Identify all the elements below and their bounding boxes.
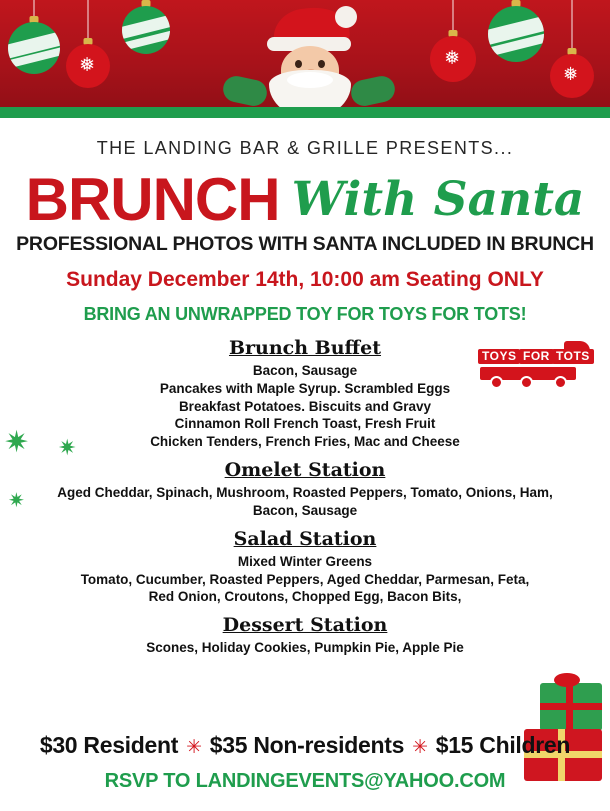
station-title-salad-station: Salad Station (233, 527, 377, 550)
ornament-string (87, 0, 89, 40)
ornament-green-1 (8, 0, 60, 86)
price-non-resident: $35 Non-residents (209, 732, 405, 758)
starburst-icon: ✷ (58, 436, 77, 461)
ornament-red-2 (430, 0, 476, 90)
station-title-dessert-station: Dessert Station (222, 614, 388, 637)
ornament-green-3 (488, 0, 544, 80)
station-line: Mixed Winter Greens (237, 553, 373, 569)
ornament-red-1 (66, 0, 110, 92)
ornament-ball (122, 6, 170, 54)
logo-word-tots: TOTS (552, 349, 594, 364)
ornament-ball (8, 22, 60, 74)
santa-mustache (287, 72, 333, 88)
banner-green-stripe (0, 107, 610, 118)
snowflake-icon: ❅ (444, 47, 460, 69)
price-separator-icon: ✳ (186, 736, 202, 758)
logo-word-toys: TOYS (478, 349, 520, 364)
station-title-omelet-station: Omelet Station (224, 459, 386, 482)
santa-eye-left (295, 60, 302, 68)
logo-train-wheel (490, 376, 503, 389)
logo-train-wheel (520, 376, 533, 389)
santa-arm-right (349, 74, 397, 109)
flyer-body (0, 138, 610, 811)
price-row (0, 732, 610, 759)
ornament-string (571, 0, 573, 50)
station-line: Breakfast Potatoes. Biscuits and Gravy (178, 398, 432, 414)
ornament-ball (488, 6, 544, 62)
station-line: Bacon, Sausage (252, 502, 358, 518)
station-line: Tomato, Cucumber, Roasted Peppers, Aged Cheddar, Parmesan, Feta, (80, 571, 530, 587)
starburst-icon: ✷ (8, 488, 25, 512)
logo-train-wheel (554, 376, 567, 389)
ornament-red-3 (550, 0, 594, 96)
santa-hat-pompom (335, 6, 357, 28)
toys-for-tots-logo (478, 343, 596, 387)
station-line: Scones, Holiday Cookies, Pumpkin Pie, Apple Pie (146, 640, 464, 656)
toy-drive-line: BRING AN UNWRAPPED TOY FOR TOYS FOR TOTS! (83, 304, 527, 324)
santa-arm-left (221, 74, 269, 109)
title-row (0, 165, 610, 233)
station-line: Bacon, Sausage (252, 363, 358, 378)
menu-section (0, 337, 610, 657)
station-line: Red Onion, Croutons, Chopped Egg, Bacon Bits, (148, 589, 462, 605)
santa-illustration (255, 8, 365, 118)
station-line: Aged Cheddar, Spinach, Mushroom, Roasted Peppers, Tomato, Onions, Ham, (57, 485, 553, 501)
ornament-green-2 (122, 0, 170, 72)
santa-eye-right (318, 60, 325, 68)
station-line: Cinnamon Roll French Toast, Fresh Fruit (174, 416, 436, 432)
snowflake-icon: ❅ (563, 64, 579, 85)
station-line: Pancakes with Maple Syrup. Scrambled Eggs (159, 380, 451, 396)
event-date-line: Sunday December 14th, 10:00 am Seating ONLY (66, 268, 544, 291)
subtitle-photos: PROFESSIONAL PHOTOS WITH SANTA INCLUDED IN BRUNCH (16, 233, 594, 255)
gift-bow (554, 673, 580, 687)
header-banner (0, 0, 610, 118)
starburst-icon: ✷ (4, 425, 30, 460)
gift-stack-illustration (510, 671, 606, 783)
snowflake-icon: ❅ (79, 54, 95, 76)
rsvp-line: RSVP TO LANDINGEVENTS@YAHOO.COM (104, 770, 506, 792)
presented-by-line: THE LANDING BAR & GRILLE PRESENTS... (96, 138, 514, 158)
gift-box-green (540, 683, 602, 731)
page-title-script: With Santa (291, 172, 585, 227)
price-children: $15 Children (435, 732, 571, 758)
price-separator-icon: ✳ (412, 736, 428, 758)
ornament-string (452, 0, 454, 32)
price-resident: $30 Resident (39, 732, 179, 758)
page-title-main: BRUNCH (25, 166, 280, 233)
gift-ribbon (540, 703, 602, 710)
station-title-brunch-buffet: Brunch Buffet (228, 337, 382, 359)
logo-word-for: FOR (519, 349, 554, 364)
station-line: Chicken Tenders, French Fries, Mac and Cheese (150, 434, 460, 450)
